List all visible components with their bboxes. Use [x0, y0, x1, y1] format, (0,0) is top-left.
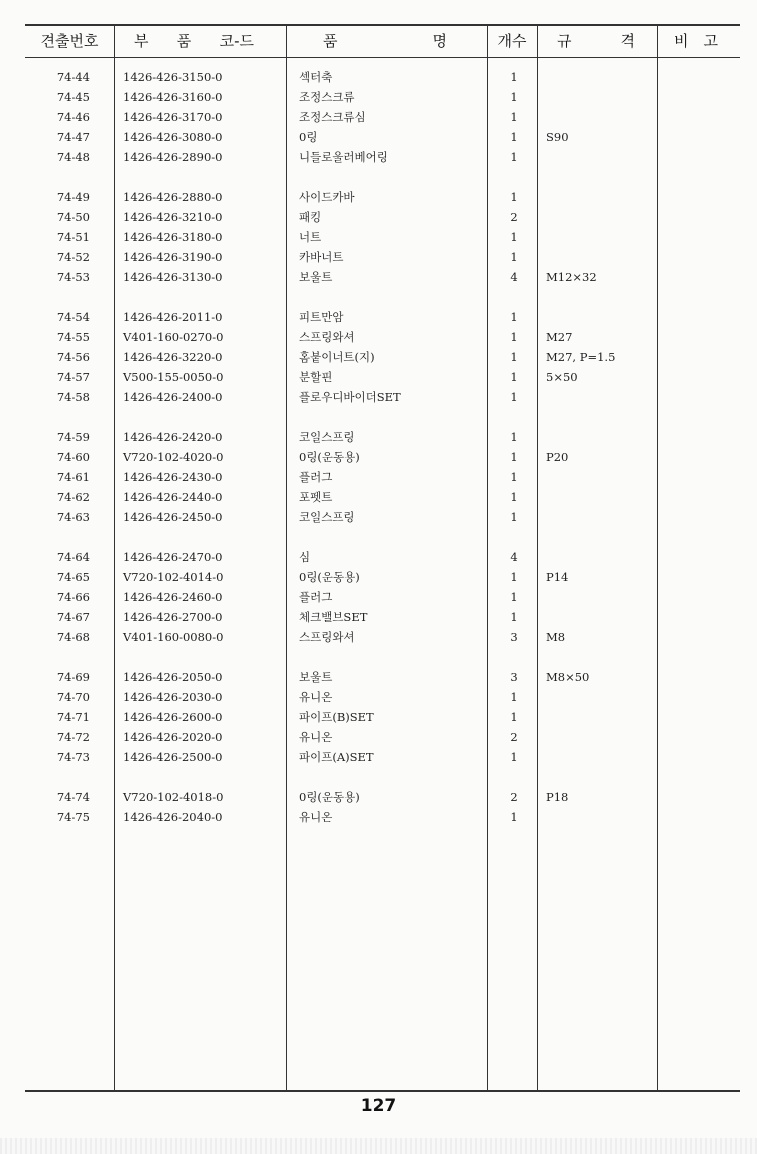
part-name: 체크밸브SET: [299, 610, 368, 624]
table-row: [0, 107, 757, 127]
part-name: 플러그: [299, 590, 333, 604]
part-name: 스프링와셔: [299, 630, 355, 644]
part-code: 1426-426-3160-0: [123, 90, 223, 104]
table-row: [0, 267, 757, 287]
part-name: 코일스프링: [299, 510, 355, 524]
table-row: [0, 207, 757, 227]
quantity: 1: [510, 750, 518, 764]
item-number: 74-51: [56, 230, 90, 244]
part-name: 니들로울러베어링: [299, 150, 388, 164]
part-code: V720-102-4020-0: [123, 450, 224, 464]
table-row: [0, 247, 757, 267]
table-row: [0, 427, 757, 447]
quantity: 2: [510, 210, 518, 224]
quantity: 1: [510, 450, 518, 464]
part-code: 1426-426-2050-0: [123, 670, 223, 684]
part-code: 1426-426-3130-0: [123, 270, 223, 284]
table-row: [0, 307, 757, 327]
header-remarks-1: 비: [674, 32, 689, 50]
quantity: 4: [510, 550, 518, 564]
item-number: 74-57: [56, 370, 90, 384]
part-code: 1426-426-3190-0: [123, 250, 223, 264]
quantity: 1: [510, 510, 518, 524]
spec: [546, 247, 654, 267]
spec: [546, 467, 654, 487]
spec: [546, 387, 654, 407]
table-row: [0, 547, 757, 567]
part-code: 1426-426-3210-0: [123, 210, 223, 224]
table-row: [0, 87, 757, 107]
part-code: V500-155-0050-0: [123, 370, 224, 384]
quantity: 1: [510, 310, 518, 324]
table-row: [0, 707, 757, 727]
header-part-code-2: 품: [176, 32, 192, 50]
part-code: 1426-426-2400-0: [123, 390, 223, 404]
table-row: [0, 347, 757, 367]
spec: [546, 747, 654, 767]
part-code: 1426-426-3150-0: [123, 70, 223, 84]
quantity: 4: [510, 270, 518, 284]
page-number: 127: [360, 1096, 397, 1116]
item-number: 74-52: [56, 250, 90, 264]
part-code: 1426-426-2890-0: [123, 150, 223, 164]
spec: [546, 147, 654, 167]
part-name: 0링(운동용): [299, 790, 360, 804]
quantity: 1: [510, 110, 518, 124]
part-code: 1426-426-2430-0: [123, 470, 223, 484]
quantity: 1: [510, 250, 518, 264]
table-row: [0, 747, 757, 767]
part-name: 스프링와셔: [299, 330, 355, 344]
part-code: 1426-426-2420-0: [123, 430, 223, 444]
item-number: 74-56: [56, 350, 90, 364]
quantity: 2: [510, 730, 518, 744]
spec: M27, P=1.5: [546, 350, 616, 364]
table-row: [0, 327, 757, 347]
item-number: 74-65: [56, 570, 90, 584]
part-name: 보울트: [299, 670, 333, 684]
part-name: 조정스크류: [299, 90, 355, 104]
part-name: 조정스크류심: [299, 110, 366, 124]
part-code: 1426-426-2440-0: [123, 490, 223, 504]
spec: [546, 227, 654, 247]
part-name: 사이드카바: [299, 190, 355, 204]
part-name: 유니온: [299, 730, 333, 744]
quantity: 1: [510, 90, 518, 104]
spec: [546, 507, 654, 527]
part-name: 파이프(B)SET: [299, 710, 374, 724]
item-number: 74-53: [56, 270, 90, 284]
table-row: [0, 607, 757, 627]
spec: M8×50: [546, 670, 590, 684]
part-name: 카바너트: [299, 250, 344, 264]
spec: P14: [546, 570, 569, 584]
item-number: 74-45: [56, 90, 90, 104]
part-name: 심: [299, 550, 311, 564]
table-row: [0, 387, 757, 407]
part-code: 1426-426-2500-0: [123, 750, 223, 764]
item-number: 74-61: [56, 470, 90, 484]
part-name: 0링(운동용): [299, 570, 360, 584]
part-code: V720-102-4014-0: [123, 570, 224, 584]
table-row: [0, 587, 757, 607]
part-code: 1426-426-2880-0: [123, 190, 223, 204]
quantity: 1: [510, 230, 518, 244]
quantity: 1: [510, 190, 518, 204]
header-spec-2: 격: [620, 32, 635, 50]
item-number: 74-64: [56, 550, 90, 564]
quantity: 2: [510, 790, 518, 804]
item-number: 74-59: [56, 430, 90, 444]
header-part-name-2: 명: [432, 32, 447, 50]
part-name: 섹터축: [299, 70, 333, 84]
item-number: 74-44: [56, 70, 90, 84]
quantity: 1: [510, 70, 518, 84]
header-part-code-1: 부: [134, 32, 149, 50]
header-index-no: 견출번호: [40, 32, 99, 50]
quantity: 1: [510, 570, 518, 584]
spec: M27: [546, 330, 573, 344]
quantity: 1: [510, 690, 518, 704]
spec: [546, 607, 654, 627]
header-spec-1: 규: [557, 32, 572, 50]
item-number: 74-70: [56, 690, 90, 704]
part-name: 피트만암: [299, 310, 344, 324]
table-row: [0, 687, 757, 707]
spec: [546, 87, 654, 107]
spec: [546, 107, 654, 127]
part-name: 코일스프링: [299, 430, 355, 444]
table-row: [0, 807, 757, 827]
item-number: 74-54: [56, 310, 90, 324]
part-code: V720-102-4018-0: [123, 790, 224, 804]
part-code: 1426-426-2450-0: [123, 510, 223, 524]
quantity: 1: [510, 810, 518, 824]
item-number: 74-75: [56, 810, 90, 824]
part-name: 유니온: [299, 810, 333, 824]
part-code: 1426-426-3170-0: [123, 110, 223, 124]
spec: M12×32: [546, 270, 597, 284]
spec: [546, 707, 654, 727]
table-row: [0, 627, 757, 647]
quantity: 1: [510, 390, 518, 404]
spec: [546, 807, 654, 827]
item-number: 74-69: [56, 670, 90, 684]
part-name: 너트: [299, 230, 322, 244]
item-number: 74-68: [56, 630, 90, 644]
table-row: [0, 367, 757, 387]
item-number: 74-63: [56, 510, 90, 524]
part-code: 1426-426-2470-0: [123, 550, 223, 564]
table-row: [0, 127, 757, 147]
part-name: 패킹: [299, 210, 322, 224]
spec: [546, 187, 654, 207]
part-code: 1426-426-3080-0: [123, 130, 223, 144]
table-row: [0, 787, 757, 807]
part-name: 홈붙이너트(지): [299, 350, 375, 364]
spec: [546, 487, 654, 507]
spec: [546, 727, 654, 747]
quantity: 1: [510, 130, 518, 144]
part-code: 1426-426-2040-0: [123, 810, 223, 824]
header-remarks-2: 고: [703, 32, 718, 50]
part-code: V401-160-0080-0: [123, 630, 224, 644]
item-number: 74-62: [56, 490, 90, 504]
spec: [546, 307, 654, 327]
part-name: 파이프(A)SET: [299, 750, 374, 764]
table-row: [0, 667, 757, 687]
item-number: 74-58: [56, 390, 90, 404]
spec: P20: [546, 450, 569, 464]
spec: 5×50: [546, 370, 578, 384]
scan-edge: [0, 1138, 757, 1154]
quantity: 1: [510, 430, 518, 444]
item-number: 74-72: [56, 730, 90, 744]
part-code: 1426-426-2030-0: [123, 690, 223, 704]
spec: [546, 547, 654, 567]
part-code: 1426-426-3180-0: [123, 230, 223, 244]
part-name: 0링(운동용): [299, 450, 360, 464]
table-row: [0, 227, 757, 247]
item-number: 74-48: [56, 150, 90, 164]
item-number: 74-55: [56, 330, 90, 344]
table-row: [0, 467, 757, 487]
spec: M8: [546, 630, 566, 644]
item-number: 74-67: [56, 610, 90, 624]
spec: [546, 687, 654, 707]
quantity: 1: [510, 150, 518, 164]
quantity: 1: [510, 710, 518, 724]
item-number: 74-73: [56, 750, 90, 764]
part-code: 1426-426-2020-0: [123, 730, 223, 744]
item-number: 74-46: [56, 110, 90, 124]
header-quantity: 개수: [497, 32, 527, 50]
quantity: 1: [510, 590, 518, 604]
item-number: 74-71: [56, 710, 90, 724]
header-part-code-3: 코-드: [219, 32, 254, 50]
part-name: 포펫트: [299, 490, 333, 504]
item-number: 74-60: [56, 450, 90, 464]
item-number: 74-49: [56, 190, 90, 204]
quantity: 1: [510, 490, 518, 504]
part-name: 보울트: [299, 270, 333, 284]
part-name: 플로우디바이더SET: [299, 390, 401, 404]
spec: [546, 587, 654, 607]
table-row: [0, 507, 757, 527]
part-code: 1426-426-3220-0: [123, 350, 223, 364]
table-row: [0, 67, 757, 87]
table-row: [0, 187, 757, 207]
header-part-name-1: 품: [323, 32, 338, 50]
part-name: 유니온: [299, 690, 333, 704]
quantity: 1: [510, 610, 518, 624]
table-row: [0, 147, 757, 167]
quantity: 1: [510, 470, 518, 484]
item-number: 74-66: [56, 590, 90, 604]
part-name: 분할핀: [299, 370, 333, 384]
quantity: 3: [510, 630, 518, 644]
item-number: 74-47: [56, 130, 90, 144]
part-code: 1426-426-2600-0: [123, 710, 223, 724]
quantity: 1: [510, 330, 518, 344]
item-number: 74-50: [56, 210, 90, 224]
spec: [546, 207, 654, 227]
table-row: [0, 487, 757, 507]
quantity: 1: [510, 370, 518, 384]
quantity: 3: [510, 670, 518, 684]
table-row: [0, 447, 757, 467]
part-code: 1426-426-2011-0: [123, 310, 223, 324]
spec: P18: [546, 790, 569, 804]
part-code: 1426-426-2460-0: [123, 590, 223, 604]
item-number: 74-74: [56, 790, 90, 804]
part-code: V401-160-0270-0: [123, 330, 224, 344]
part-code: 1426-426-2700-0: [123, 610, 223, 624]
part-name: 0링: [299, 130, 318, 144]
quantity: 1: [510, 350, 518, 364]
part-name: 플러그: [299, 470, 333, 484]
spec: S90: [546, 130, 569, 144]
table-row: [0, 727, 757, 747]
spec: [546, 427, 654, 447]
spec: [546, 67, 654, 87]
table-row: [0, 567, 757, 587]
